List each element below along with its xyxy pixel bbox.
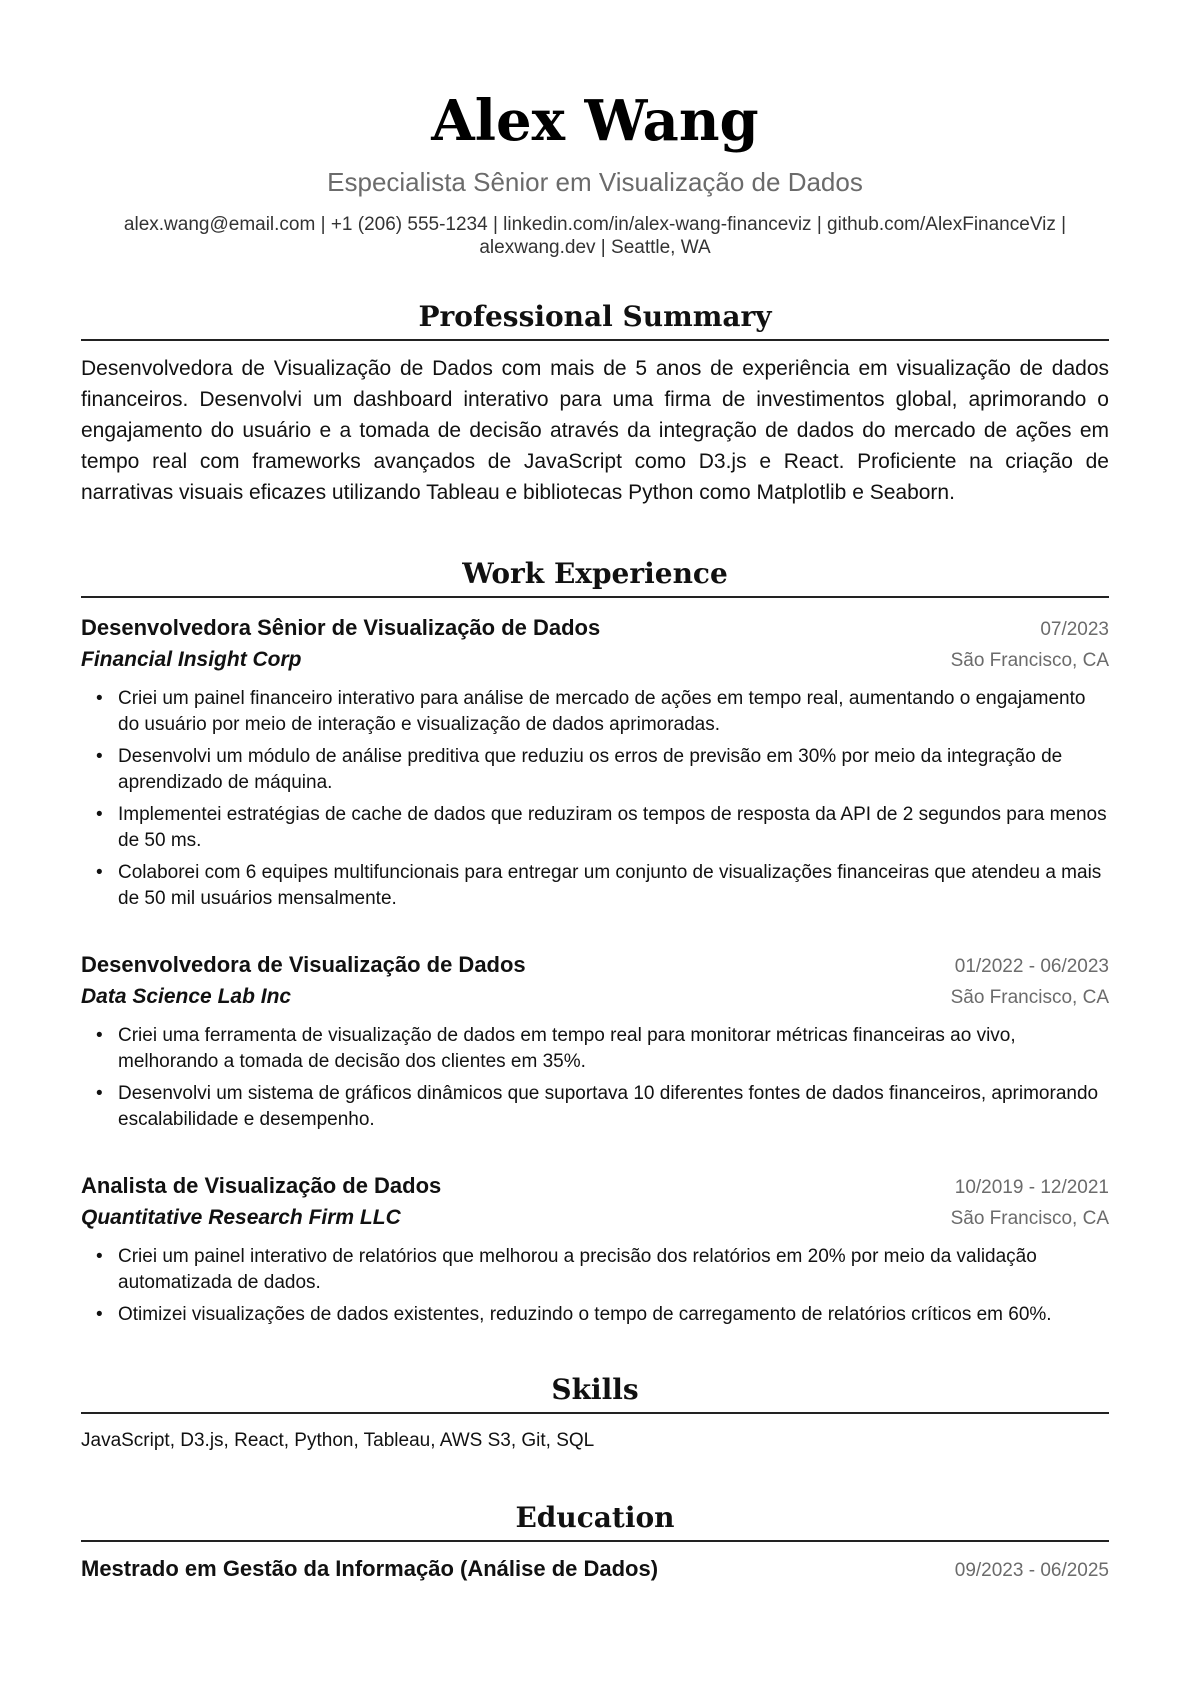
job-company-row xyxy=(81,645,1109,676)
section-title: Professional Summary xyxy=(81,299,1109,341)
summary-text: Desenvolvedora de Visualização de Dados com mais de 5 anos de experiência em visualização de dados financeiros. Desenvolvi um dashboard interativo para uma firma de investimentos global, aprimorando o engajamento do usuário e a tomada de decisão através da integração de dados do mercado de ações em tempo real com frameworks avançados de JavaScript como D3.js e React. Proficiente na criação de narrativas visuais eficazes utilizando Tableau e bibliotecas Python como Matplotlib e Seaborn. xyxy=(81,357,1109,504)
job-location: São Francisco, CA xyxy=(950,1208,1109,1229)
company-name: Financial Insight Corp xyxy=(81,648,302,671)
job-company-row xyxy=(81,1203,1109,1234)
job-bullets xyxy=(81,686,1109,912)
bullet-item: • Colaborei com 6 equipes multifuncionais para entregar um conjunto de visualizações financeiras que atendeu a mais de 50 mil usuários mensalmente. xyxy=(81,860,1109,912)
job-date: 07/2023 xyxy=(1040,619,1109,640)
job-header-row xyxy=(81,613,1109,645)
job-bullets xyxy=(81,1023,1109,1133)
job-title: Desenvolvedora Sênior de Visualização de Dados xyxy=(81,615,601,640)
job-date: 10/2019 - 12/2021 xyxy=(954,1177,1109,1198)
job-location: São Francisco, CA xyxy=(950,987,1109,1008)
job-title: Analista de Visualização de Dados xyxy=(81,1173,442,1198)
summary-section xyxy=(81,299,1109,508)
bullet-item: • Criei um painel interativo de relatórios que melhorou a precisão dos relatórios em 20% por meio da validação automatizada de dados. xyxy=(81,1244,1109,1296)
contact-line: alexwang.dev | Seattle, WA xyxy=(479,237,711,258)
company-name: Data Science Lab Inc xyxy=(81,985,292,1008)
contact-info xyxy=(81,213,1109,259)
candidate-name: Alex Wang xyxy=(431,88,759,154)
skills-section xyxy=(81,1372,1109,1454)
bullet-item: • Criei um painel financeiro interativo para análise de mercado de ações em tempo real, aumentando o engajamento do usuário por meio de interação e visualização de dados aprimoradas. xyxy=(81,686,1109,738)
bullet-item: • Desenvolvi um sistema de gráficos dinâmicos que suportava 10 diferentes fontes de dados financeiros, aprimorando escalabilidade e desempenho. xyxy=(81,1081,1109,1133)
job-entry xyxy=(81,1171,1109,1328)
job-bullets xyxy=(81,1244,1109,1328)
resume-header xyxy=(81,0,1109,259)
degree-title: Mestrado em Gestão da Informação (Análise de Dados) xyxy=(81,1556,659,1581)
job-date: 01/2022 - 06/2023 xyxy=(954,956,1109,977)
job-entry xyxy=(81,950,1109,1133)
job-entry xyxy=(81,613,1109,912)
education-entry xyxy=(81,1554,1109,1586)
job-title: Desenvolvedora de Visualização de Dados xyxy=(81,952,526,977)
contact-line: alex.wang@email.com | +1 (206) 555-1234 | linkedin.com/in/alex-wang-financeviz | github.com/AlexFinanceViz | xyxy=(123,214,1067,235)
bullet-item: • Implementei estratégias de cache de dados que reduziram os tempos de resposta da API de 2 segundos para menos de 50 ms. xyxy=(81,802,1109,854)
section-title: Skills xyxy=(81,1372,1109,1414)
work-experience-section xyxy=(81,556,1109,1328)
bullet-item: • Otimizei visualizações de dados existentes, reduzindo o tempo de carregamento de relatórios críticos em 60%. xyxy=(81,1302,1109,1328)
job-header-row xyxy=(81,950,1109,982)
education-section xyxy=(81,1500,1109,1586)
company-name: Quantitative Research Firm LLC xyxy=(81,1206,401,1229)
skills-list: JavaScript, D3.js, React, Python, Tableau, AWS S3, Git, SQL xyxy=(81,1430,595,1451)
candidate-headline: Especialista Sênior em Visualização de Dados xyxy=(327,167,863,197)
bullet-item: • Desenvolvi um módulo de análise preditiva que reduziu os erros de previsão em 30% por meio da integração de aprendizado de máquina. xyxy=(81,744,1109,796)
bullet-item: • Criei uma ferramenta de visualização de dados em tempo real para monitorar métricas financeiras ao vivo, melhorando a tomada de decisão dos clientes em 35%. xyxy=(81,1023,1109,1075)
job-header-row xyxy=(81,1171,1109,1203)
education-date: 09/2023 - 06/2025 xyxy=(954,1560,1109,1581)
section-title: Work Experience xyxy=(81,556,1109,598)
education-header-row xyxy=(81,1554,1109,1586)
job-company-row xyxy=(81,982,1109,1013)
section-title: Education xyxy=(81,1500,1109,1542)
job-location: São Francisco, CA xyxy=(950,650,1109,671)
